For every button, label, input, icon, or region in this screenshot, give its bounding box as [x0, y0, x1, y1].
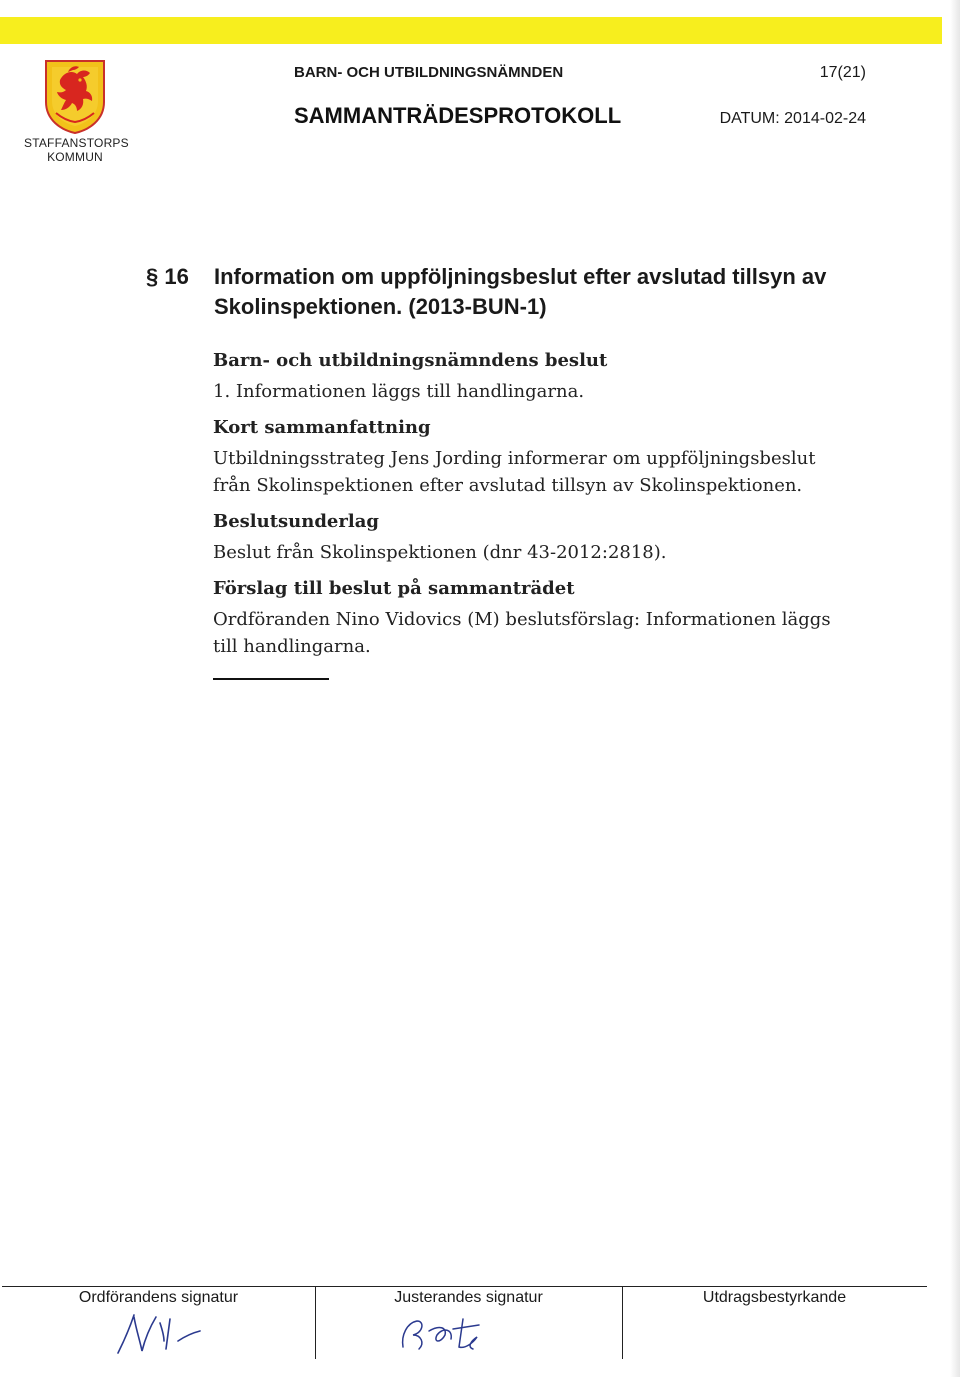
scan-edge-shadow	[950, 0, 960, 1377]
municipality-crest-logo	[44, 58, 106, 134]
minutes-body	[213, 350, 853, 680]
page-number: 17(21)	[819, 64, 866, 81]
decision-item: 1. Informationen läggs till handlingarna.	[213, 381, 585, 402]
chair-handwritten-signature	[112, 1311, 212, 1357]
summary-heading: Kort sammanfattning	[213, 417, 431, 438]
extract-certification-label: Utdragsbestyrkande	[702, 1289, 847, 1306]
summary-text: Utbildningsstrateg Jens Jording informerar om uppföljningsbeslut från Skolinspektionen efter avslutad tillsyn av Skolinspektionen.	[213, 448, 816, 496]
meeting-date: DATUM: 2014-02-24	[719, 110, 866, 127]
municipality-name-line1: STAFFANSTORPS	[24, 136, 129, 150]
extract-certification-box	[622, 1287, 927, 1359]
protocol-title: SAMMANTRÄDESPROTOKOLL	[294, 103, 622, 128]
proposal-heading: Förslag till beslut på sammanträdet	[213, 578, 575, 599]
paragraph-title: Information om uppföljningsbeslut efter avslutad tillsyn av Skolinspektionen. (2013-BUN-1)	[214, 264, 827, 319]
municipality-name-line2: KOMMUN	[47, 150, 103, 164]
proposal-text: Ordföranden Nino Vidovics (M) beslutsförslag: Informationen läggs till handlingarna.	[213, 609, 831, 657]
paragraph-number: § 16	[146, 264, 189, 289]
end-of-paragraph-rule	[213, 678, 329, 680]
signature-footer	[2, 1286, 927, 1359]
decision-heading: Barn- och utbildningsnämndens beslut	[213, 350, 608, 371]
committee-name: BARN- OCH UTBILDNINGSNÄMNDEN	[294, 64, 564, 81]
basis-text: Beslut från Skolinspektionen (dnr 43-2012:2818).	[213, 542, 667, 563]
adjuster-signature-label: Justerandes signatur	[394, 1289, 543, 1306]
chair-signature-label: Ordförandens signatur	[78, 1289, 239, 1306]
basis-heading: Beslutsunderlag	[213, 511, 379, 532]
adjuster-handwritten-signature	[389, 1313, 499, 1355]
chair-signature-box	[2, 1287, 316, 1359]
adjuster-signature-box	[315, 1287, 623, 1359]
top-color-band	[0, 17, 942, 44]
municipality-name	[24, 136, 129, 164]
